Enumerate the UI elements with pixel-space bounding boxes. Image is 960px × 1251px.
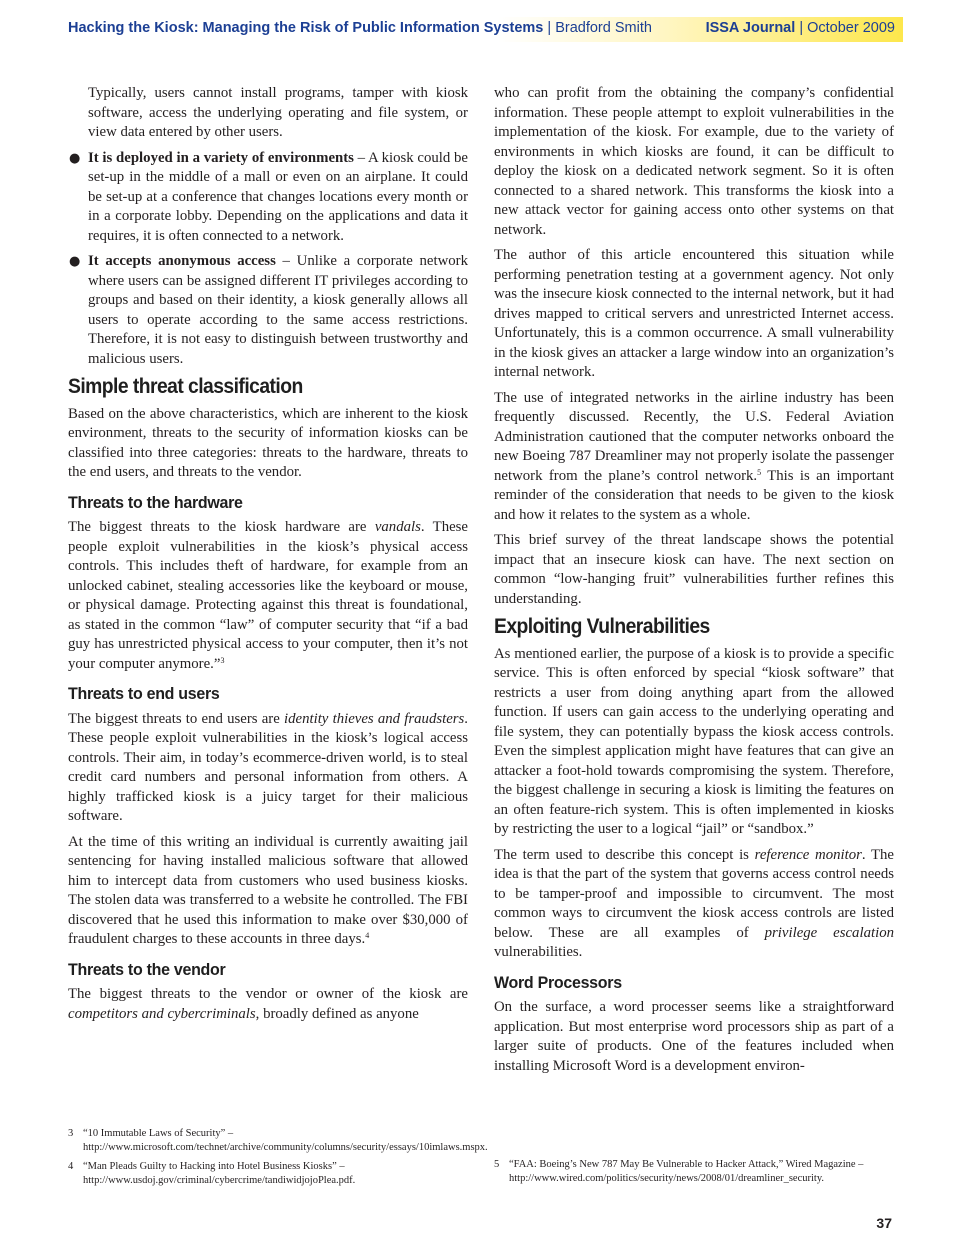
exploit-paragraph: As mentioned earlier, the purpose of a kiosk is to provide a specific service. This is often enforced by special “kiosk software” that restricts a user from doing anything apart from the allowed function. If users can gain access to the underlying operating and file system, they can potentially bypass the kiosk access controls. Even the simplest application might have features that can give an attacker a foot-hold towards compromising the system. Therefore, the biggest challenge in securing a kiosk is limiting the features on an often feature-rich system. This is often implemented in kiosks by restricting the user to a logical “jail” or “sandbox.” xyxy=(494,645,894,837)
vendor-continued-paragraph: who can profit from the obtaining the company’s confidential information. These people attempt to exploit vulnerabilities in the implementation of the kiosk. For example, due to the variety of environments in which kiosks are found, it can be difficult to deploy the kiosk on a dedicated network segment. So it is often connected to a shared network. This transforms the kiosk into a new attack vector for gaining access onto other systems on that network. xyxy=(494,85,894,238)
airline-text-pre: The use of integrated networks in the airline industry has been frequently discussed. Recently, the U.S. Federal Aviation Administration cautioned that the computer networks onboard the new Boeing 787 Dreamliner may not properly isolate the passenger network from the plane’s control network. xyxy=(494,389,894,484)
footnote-5 xyxy=(494,1158,894,1186)
running-header xyxy=(60,17,903,42)
endusers-paragraph xyxy=(68,710,468,827)
hardware-paragraph xyxy=(68,518,468,674)
term-text-pre: The term used to describe this concept is xyxy=(494,846,755,863)
header-journal: ISSA Journal xyxy=(705,20,796,36)
subheading-word-processors: Word Processors xyxy=(494,972,622,992)
bullet-icon: ● xyxy=(69,150,81,166)
footnotes-right xyxy=(494,1158,894,1186)
hardware-text-pre: The biggest threats to the kiosk hardware are xyxy=(68,519,375,535)
endusers-text-pre: The biggest threats to end users are xyxy=(68,710,284,727)
header-left xyxy=(68,20,652,36)
endusers-paragraph-2 xyxy=(68,833,468,950)
vendor-text-post: , broadly defined as anyone xyxy=(255,1005,419,1022)
vendor-paragraph xyxy=(68,985,468,1024)
reference-monitor-paragraph xyxy=(494,846,894,963)
footnote-text: “Man Pleads Guilty to Hacking into Hotel Business Kiosks” – http://www.usdoj.gov/criminal/cybercrime/tandiwidjojoPlea.pdf. xyxy=(83,1161,356,1186)
header-article-title: Hacking the Kiosk: Managing the Risk of Public Information Systems xyxy=(68,20,544,36)
vendor-text-pre: The biggest threats to the vendor or owner of the kiosk are xyxy=(68,986,468,1002)
author-paragraph: The author of this article encountered this situation while performing penetration testing at a government agency. Not only was the insecure kiosk connected to the internal network, but it had drives mapped to critical servers and unrestricted Internet access. Unfortunately, this is a common occurrence. A small vulnerability in the kiosk gives an attacker a large window into an organization’s internal network. xyxy=(494,247,894,380)
list-item xyxy=(69,149,468,247)
subheading-vendor: Threats to the vendor xyxy=(68,959,226,979)
bullet-bold: It is deployed in a variety of environments xyxy=(88,149,354,166)
footnote-text: “FAA: Boeing’s New 787 May Be Vulnerable to Hacker Attack,” Wired Magazine – http://www.wired.com/politics/security/news/2008/01/dreamliner_security. xyxy=(509,1159,864,1184)
survey-paragraph: This brief survey of the threat landscape shows the potential impact that an insecure kiosk can have. The next section on common “low-hanging fruit” vulnerabilities further refines this understanding. xyxy=(494,532,894,607)
header-right xyxy=(706,20,895,36)
footnote-number: 4 xyxy=(68,1161,74,1172)
right-column xyxy=(494,84,894,1082)
endusers-text-post: . These people exploit vulnerabilities in the kiosk’s logical access controls. Their aim, in today’s ecommerce-driven world, is to steal credit card numbers and personal information from others. A highly trafficked kiosk is a juicy target for their malicious software. xyxy=(68,710,468,824)
subheading-hardware: Threats to the hardware xyxy=(68,492,243,512)
bullet-icon: ● xyxy=(69,254,81,269)
airline-text-post: This is an important reminder of the consideration that needs to be given to the kiosk and how it relates to the system as a whole. xyxy=(494,467,894,523)
hardware-emphasis: vandals xyxy=(374,519,421,535)
section-heading-exploiting: Exploiting Vulnerabilities xyxy=(494,615,710,638)
characteristics-list xyxy=(68,149,468,370)
subheading-end-users: Threats to end users xyxy=(68,684,220,703)
endusers-emphasis: identity thieves and fraudsters xyxy=(284,710,465,727)
footnote-ref-4: 4 xyxy=(365,931,370,940)
footnote-number: 3 xyxy=(68,1128,74,1139)
header-separator-2: | xyxy=(799,20,804,36)
classification-paragraph: Based on the above characteristics, which are inherent to the kiosk environment, threats to the security of information kiosks can be classified into three categories: threats to the hardware, threats to the end users, and threats to the vendor. xyxy=(68,405,468,480)
term-text-mid: . The idea is that the part of the system that governs access control needs to be tamper-proof and impossible to circumvent. The most common ways to circumvent the kiosk access controls are listed below. These are all examples of xyxy=(494,846,895,941)
section-heading-threat-classification: Simple threat classification xyxy=(68,375,303,398)
footnote-number: 5 xyxy=(494,1159,500,1170)
term-text-post: vulnerabilities. xyxy=(494,944,583,960)
term-emphasis-2: privilege escalation xyxy=(764,924,894,941)
intro-paragraph: Typically, users cannot install programs, tamper with kiosk software, access the underlying operating and file system, or view data entered by other users. xyxy=(88,85,468,140)
header-author: Bradford Smith xyxy=(555,20,652,36)
footnote-3 xyxy=(68,1127,488,1155)
header-issue-date: October 2009 xyxy=(807,20,895,36)
footnote-ref-5: 5 xyxy=(757,467,762,477)
term-emphasis-1: reference monitor xyxy=(754,846,862,863)
word-processors-paragraph: On the surface, a word processer seems like a straightforward application. But most enterprise word processors ship as part of a larger suite of products. One of the features included when installing Microsoft Word is a development environ- xyxy=(494,999,894,1074)
left-column xyxy=(68,84,468,1030)
footnote-text: “10 Immutable Laws of Security” – http://www.microsoft.com/technet/archive/community/columns/security/essays/10imlaws.mspx. xyxy=(83,1128,488,1153)
footnotes-left xyxy=(68,1127,488,1193)
endusers-text-2: At the time of this writing an individual is currently awaiting jail sentencing for having installed malicious software that allowed him to intercept data from customers who used business kiosks. The stolen data was transferred to a website he controlled. The FBI discovered that he used this information to make over $30,000 of fraudulent charges to these accounts in three days. xyxy=(68,833,468,947)
bullet-bold: It accepts anonymous access xyxy=(88,253,276,269)
bullet-text: – Unlike a corporate network where users can be assigned different IT privileges according to groups and based on their identity, a kiosk generally allows all users to operate according to the same access restrictions. Therefore, it is not easy to distinguish between trustworthy and malicious users. xyxy=(88,253,468,367)
page-number: 37 xyxy=(876,1215,892,1231)
hardware-text-post: . These people exploit vulnerabilities in the kiosk’s physical access controls. This includes theft of hardware, for example from an unlocked cabinet, stealing accessories like the keyboard or mouse, or physical damage. Protecting against this threat is foundational, as stated in the common “law” of computer security that “if a bad guy has unrestricted physical access to your computer, then it’s not your computer anymore.” xyxy=(68,519,468,672)
footnote-4 xyxy=(68,1160,468,1188)
footnote-ref-3: 3 xyxy=(220,655,225,665)
bullet-text: – A kiosk could be set-up in the middle of a mall or even on an airplane. It could be set-up at a conference that changes locations every month or in a corporate lobby. Depending on the applications and data it requires, it is often connected to a network. xyxy=(88,149,468,244)
airline-paragraph xyxy=(494,389,894,526)
header-separator: | xyxy=(547,20,552,36)
vendor-emphasis: competitors and cybercriminals xyxy=(68,1005,256,1022)
list-item xyxy=(69,252,468,369)
